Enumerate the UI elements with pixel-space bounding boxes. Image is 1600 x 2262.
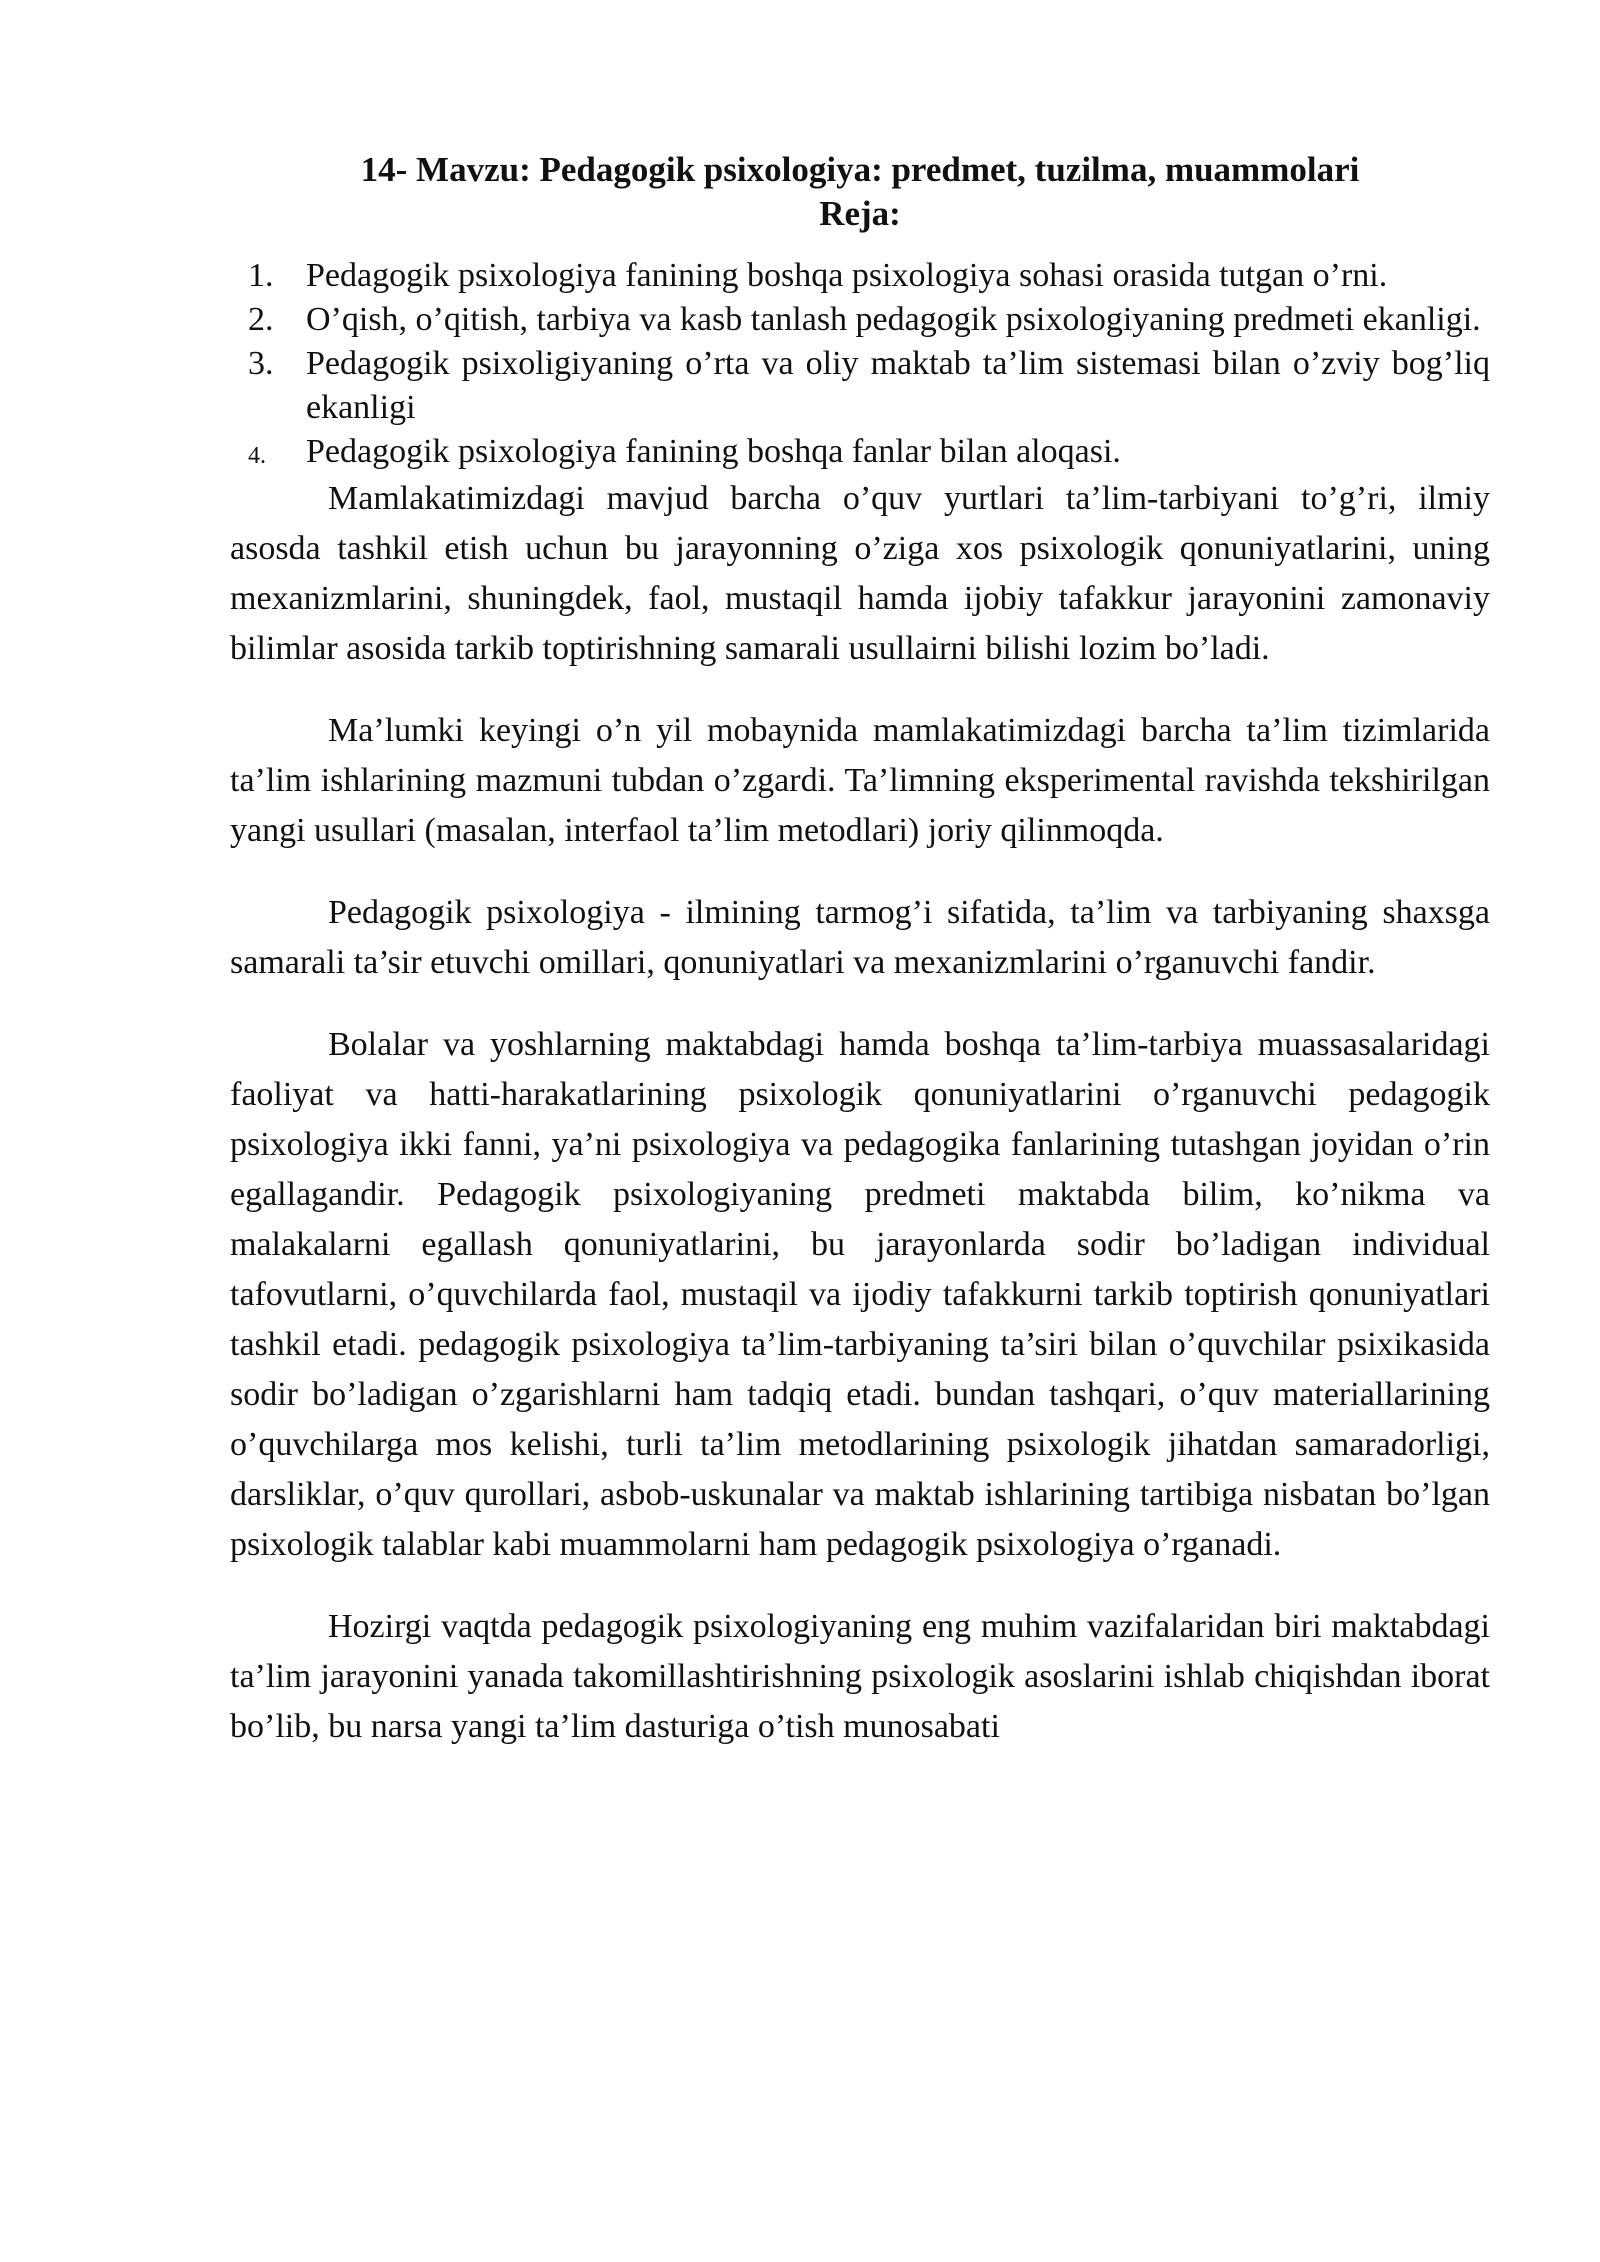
plan-item xyxy=(230,298,1490,342)
plan-list xyxy=(230,254,1490,474)
plan-item xyxy=(230,430,1490,474)
plan-item-number: 3. xyxy=(248,345,274,382)
body-paragraph: Mamlakatimizdagi mavjud barcha o’quv yurtlari ta’lim-tarbiyani to’g’ri, ilmiy asosda tashkil etish uchun bu jarayonning o’ziga xos psixologik qonuniyatlarini, uning mexanizmlarini, shuningdek, faol, mustaqil hamda ijobiy tafakkur jarayonini zamonaviy bilimlar asosida tarkib toptirishning samarali usullairni bilishi lozim bo’ladi. xyxy=(230,480,1490,667)
plan-item-number: 2. xyxy=(248,301,274,338)
body-paragraph: Hozirgi vaqtda pedagogik psixologiyaning eng muhim vazifalaridan biri maktabdagi ta’lim jarayonini yanada takomillashtirishning psixologik asoslarini ishlab chiqishdan iborat bo’lib, bu narsa yangi ta’lim dasturiga o’tish munosabati xyxy=(230,1608,1490,1745)
document-page xyxy=(230,148,1490,1784)
plan-heading: Reja: xyxy=(819,194,901,233)
plan-item-text: Pedagogik psixoligiyaning o’rta va oliy maktab ta’lim sistemasi bilan o’zviy bog’liq ekanligi xyxy=(306,345,1490,426)
plan-item-number: 4. xyxy=(248,443,266,469)
plan-item xyxy=(230,254,1490,298)
plan-item-text: O’qish, o’qitish, tarbiya va kasb tanlash pedagogik psixologiyaning predmeti ekanligi. xyxy=(306,301,1481,338)
plan-item-number: 1. xyxy=(248,257,274,294)
body-paragraph: Pedagogik psixologiya - ilmining tarmog’i sifatida, ta’lim va tarbiyaning shaxsga samarali ta’sir etuvchi omillari, qonuniyatlari va mexanizmlarini o’rganuvchi fandir. xyxy=(230,894,1490,981)
plan-item xyxy=(230,342,1490,430)
plan-item-text: Pedagogik psixologiya fanining boshqa fanlar bilan aloqasi. xyxy=(306,433,1121,470)
plan-item-text: Pedagogik psixologiya fanining boshqa psixologiya sohasi orasida tutgan o’rni. xyxy=(306,257,1388,294)
document-title: 14- Mavzu: Pedagogik psixologiya: predmet, tuzilma, muammolari xyxy=(360,150,1360,189)
body-paragraph: Bolalar va yoshlarning maktabdagi hamda boshqa ta’lim-tarbiya muassasalaridagi faoliyat va hatti-harakatlarining psixologik qonuniyatlarini o’rganuvchi pedagogik psixologiya ikki fanni, ya’ni psixologiya va pedagogika fanlarining tutashgan joyidan o’rin egallagandir. Pedagogik psixologiyaning predmeti maktabda bilim, ko’nikma va malakalarni egallash qonuniyatlarini, bu jarayonlarda sodir bo’ladigan individual tafovutlarni, o’quvchilarda faol, mustaqil va ijodiy tafakkurni tarkib toptirish qonuniyatlari tashkil etadi. pedagogik psixologiya ta’lim-tarbiyaning ta’siri bilan o’quvchilar psixikasida sodir bo’ladigan o’zgarishlarni ham tadqiq etadi. bundan tashqari, o’quv materiallarining o’quvchilarga mos kelishi, turli ta’lim metodlarining psixologik jihatdan samaradorligi, darsliklar, o’quv qurollari, asbob-uskunalar va maktab ishlarining tartibiga nisbatan bo’lgan psixologik talablar kabi muammolarni ham pedagogik psixologiya o’rganadi. xyxy=(230,1026,1490,1563)
body-paragraph: Ma’lumki keyingi o’n yil mobaynida mamlakatimizdagi barcha ta’lim tizimlarida ta’lim ishlarining mazmuni tubdan o’zgardi. Ta’limning eksperimental ravishda tekshirilgan yangi usullari (masalan, interfaol ta’lim metodlari) joriy qilinmoqda. xyxy=(230,712,1490,849)
